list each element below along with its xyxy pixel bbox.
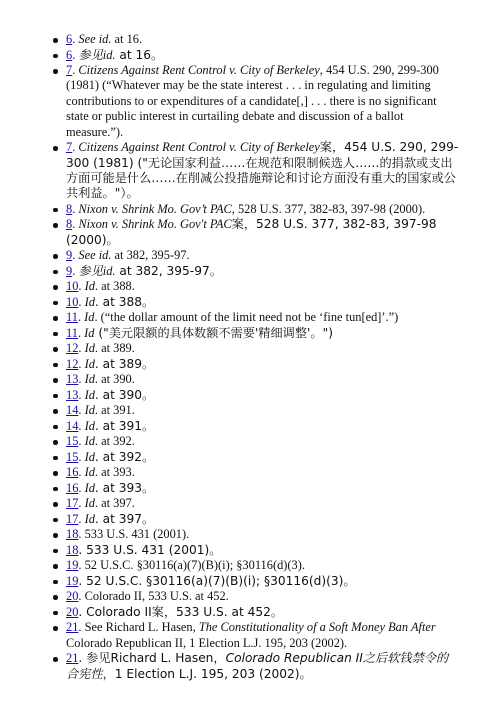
footnote-text: . at 389. (94, 341, 135, 356)
footnote-number-link[interactable]: 15 (66, 434, 79, 449)
footnote-text: . (78, 341, 85, 356)
footnote-item (66, 558, 460, 573)
footnote-text: . See Richard L. Hasen, (78, 620, 199, 635)
footnote-number-link[interactable]: 13 (66, 387, 79, 402)
footnote-text: . (78, 496, 85, 511)
footnote-number-link[interactable]: 15 (66, 449, 79, 464)
footnote-item (66, 217, 460, 248)
footnote-italic-text: Citizens Against Rent Control v. City of Berkeley (78, 63, 320, 77)
footnote-item (66, 434, 460, 449)
footnote-number-link[interactable]: 20 (66, 604, 79, 619)
footnote-number-link[interactable]: 18 (66, 527, 79, 542)
footnote-text: . (78, 387, 85, 402)
footnote-item (66, 419, 460, 434)
footnote-text: 案，454 U.S. 290, 299-300 (1981) ("无论国家利益……在规范和限制候选人……的捐款或支出方面可能是什么……在削减公投措施辩论和讨论方面没有重大的国家或公共利益。"）。 (66, 140, 459, 201)
footnote-italic-text: Id (84, 496, 95, 511)
footnote-text: . Colorado II, 533 U.S. at 452. (78, 589, 229, 604)
footnote-italic-text: Id (84, 465, 95, 480)
footnote-text: . (78, 372, 85, 387)
footnote-text: at 16. (111, 32, 143, 46)
footnote-number-link[interactable]: 14 (66, 403, 79, 418)
footnote-text: . (72, 63, 79, 77)
footnote-number-link[interactable]: 8 (66, 217, 73, 232)
footnote-text: . at 391。 (94, 418, 155, 433)
footnote-item (66, 481, 460, 496)
footnote-text: . at 390。 (94, 387, 155, 402)
footnote-number-link[interactable]: 13 (66, 372, 79, 387)
footnote-item (66, 140, 460, 202)
footnote-number-link[interactable]: 7 (66, 63, 73, 77)
footnote-number-link[interactable]: 9 (66, 248, 73, 263)
footnote-italic-text: Id (84, 325, 95, 340)
footnote-number-link[interactable]: 16 (66, 465, 79, 480)
footnote-number-link[interactable]: 19 (66, 558, 79, 573)
footnote-text: Colorado Republican II, 1 Election L.J. 195, 203 (2002). (66, 635, 348, 650)
footnote-text: . at 390. (94, 372, 135, 387)
footnote-number-link[interactable]: 12 (66, 341, 79, 356)
footnote-item (66, 279, 460, 294)
footnote-text: . (72, 32, 79, 46)
footnote-item (66, 295, 460, 310)
footnote-italic-text: Id (84, 279, 95, 294)
footnote-text: . at 389。 (94, 356, 155, 371)
footnote-italic-text: Id (84, 294, 95, 309)
footnote-number-link[interactable]: 16 (66, 480, 79, 495)
footnote-number-link[interactable]: 9 (66, 263, 73, 278)
footnote-italic-text: Id (84, 403, 95, 418)
footnote-number-link[interactable]: 20 (66, 589, 79, 604)
footnote-text: . (77, 325, 85, 340)
footnote-text: . (72, 217, 79, 232)
footnote-number-link[interactable]: 18 (66, 542, 79, 557)
footnote-item (66, 372, 460, 387)
footnote-number-link[interactable]: 10 (66, 279, 79, 294)
footnote-text: . (78, 434, 85, 449)
footnote-item (66, 264, 460, 279)
footnote-text: at 382, 395-97. (111, 248, 190, 263)
footnote-item (66, 543, 460, 558)
footnote-italic-text: Id (84, 449, 95, 464)
footnote-text: . 参见Richard L. Hasen， (78, 651, 226, 666)
footnote-text: . (72, 201, 79, 216)
footnote-text: . Colorado II案，533 U.S. at 452。 (78, 604, 284, 619)
footnote-number-link[interactable]: 7 (66, 140, 73, 155)
footnote-item (66, 527, 460, 542)
footnote-italic-text: id. (102, 47, 116, 62)
footnote-item (66, 32, 460, 47)
footnote-italic-text: Id (84, 418, 95, 433)
footnote-italic-text: Citizens Against Rent Control v. City of Berkeley (78, 140, 320, 155)
footnote-item (66, 512, 460, 527)
footnote-text: . (78, 449, 85, 464)
footnote-text: . (72, 47, 79, 62)
footnote-text: . (78, 403, 85, 418)
footnote-italic-text: Nixon v. Shrink Mo. Gov’t PAC (78, 201, 232, 216)
footnote-number-link[interactable]: 17 (66, 496, 79, 511)
footnote-item (66, 450, 460, 465)
footnote-item (66, 248, 460, 263)
footnote-text: . at 388. (94, 279, 135, 294)
footnote-item (66, 465, 460, 480)
footnote-text: . (78, 511, 85, 526)
footnote-italic-text: Colorado Republican II之后软钱禁令的合宪性 (66, 651, 449, 681)
footnote-text: . (78, 279, 85, 294)
footnote-number-link[interactable]: 17 (66, 511, 79, 526)
footnote-number-link[interactable]: 8 (66, 201, 73, 216)
footnote-text: . (78, 294, 85, 309)
footnote-text: . (78, 480, 85, 495)
footnote-italic-text: Id (84, 434, 95, 449)
footnote-text: , 454 U.S. 290, 299-300 (1981) (“Whatever may be the state interest . . . in regulating and limiting contributions to or expenditures of a candidate[,] . . . there is no significant state or public interest in curtailing debate and discussion of a ballot measure.”). (66, 63, 439, 139)
footnote-italic-text: Id (84, 310, 95, 325)
footnote-italic-text: Id (84, 372, 95, 387)
footnote-text: . at 397。 (94, 511, 155, 526)
footnote-item (66, 605, 460, 620)
footnote-text: at 16。 (115, 47, 164, 62)
footnote-number-link[interactable]: 6 (66, 32, 73, 46)
footnote-item (66, 341, 460, 356)
footnote-italic-text: Id (84, 387, 95, 402)
footnote-item (66, 403, 460, 418)
footnote-item (66, 357, 460, 372)
footnote-text: . at 393。 (94, 480, 155, 495)
footnote-italic-text: id. (102, 263, 116, 278)
footnote-item (66, 651, 460, 682)
footnote-text: . at 397. (94, 496, 135, 511)
footnote-number-link[interactable]: 12 (66, 356, 79, 371)
footnote-text: ("美元限额的具体数额不需要'精细调整'。") (94, 325, 333, 340)
footnote-text: . (78, 356, 85, 371)
footnote-item (66, 48, 460, 63)
footnote-number-link[interactable]: 6 (66, 47, 73, 62)
footnote-text: . (72, 248, 79, 263)
footnote-item (66, 326, 460, 341)
footnote-number-link[interactable]: 14 (66, 418, 79, 433)
footnote-item (66, 589, 460, 604)
footnote-italic-text: 参见 (78, 263, 103, 278)
footnote-text: . at 392。 (94, 449, 155, 464)
footnote-number-link[interactable]: 11 (66, 310, 78, 325)
footnote-text: . at 393. (94, 465, 135, 480)
footnote-item (66, 310, 460, 325)
footnote-text: at 382, 395-97。 (115, 263, 222, 278)
footnote-item (66, 620, 460, 651)
footnote-italic-text: Id (84, 356, 95, 371)
footnote-number-link[interactable]: 10 (66, 294, 79, 309)
footnote-italic-text: Id (84, 480, 95, 495)
footnote-item (66, 202, 460, 217)
footnote-text: ，1 Election L.J. 195, 203 (2002)。 (102, 666, 312, 681)
footnote-text: . (78, 465, 85, 480)
footnote-italic-text: Id (84, 511, 95, 526)
footnote-text: . 533 U.S. 431 (2001)。 (78, 542, 222, 557)
footnote-text: 案，528 U.S. 377, 382-83, 397-98 (2000)。 (66, 217, 437, 247)
footnote-italic-text: The Constitutionality of a Soft Money Ban After (198, 620, 436, 635)
footnote-text: . (78, 418, 85, 433)
footnote-italic-text: Nixon v. Shrink Mo. Gov't PAC (78, 217, 232, 232)
footnote-text: . (77, 310, 85, 325)
footnote-number-link[interactable]: 21 (66, 620, 79, 635)
footnote-item (66, 574, 460, 589)
footnote-number-link[interactable]: 19 (66, 573, 79, 588)
footnote-text: . (72, 263, 79, 278)
footnote-italic-text: Id (84, 341, 95, 356)
footnote-italic-text: See id. (78, 32, 112, 46)
footnote-number-link[interactable]: 11 (66, 325, 78, 340)
footnote-item (66, 63, 460, 140)
footnote-text: . 52 U.S.C. §30116(a)(7)(B)(i); §30116(d)(3)。 (78, 573, 356, 588)
footnote-text: . (72, 140, 79, 155)
footnote-item (66, 496, 460, 511)
footnote-text: . 52 U.S.C. §30116(a)(7)(B)(i); §30116(d)(3). (78, 558, 305, 573)
footnote-number-link[interactable]: 21 (66, 651, 79, 666)
footnote-text: . (“the dollar amount of the limit need not be ‘fine tun[ed]’.”) (94, 310, 399, 325)
footnote-text: . 533 U.S. 431 (2001). (78, 527, 190, 542)
footnote-text: . at 388。 (94, 294, 155, 309)
footnote-text: . at 392. (94, 434, 135, 449)
footnote-italic-text: 参见 (78, 47, 103, 62)
footnote-item (66, 388, 460, 403)
footnote-text: . at 391. (94, 403, 135, 418)
footnote-text: , 528 U.S. 377, 382-83, 397-98 (2000). (231, 201, 426, 216)
footnote-italic-text: See id. (78, 248, 112, 263)
